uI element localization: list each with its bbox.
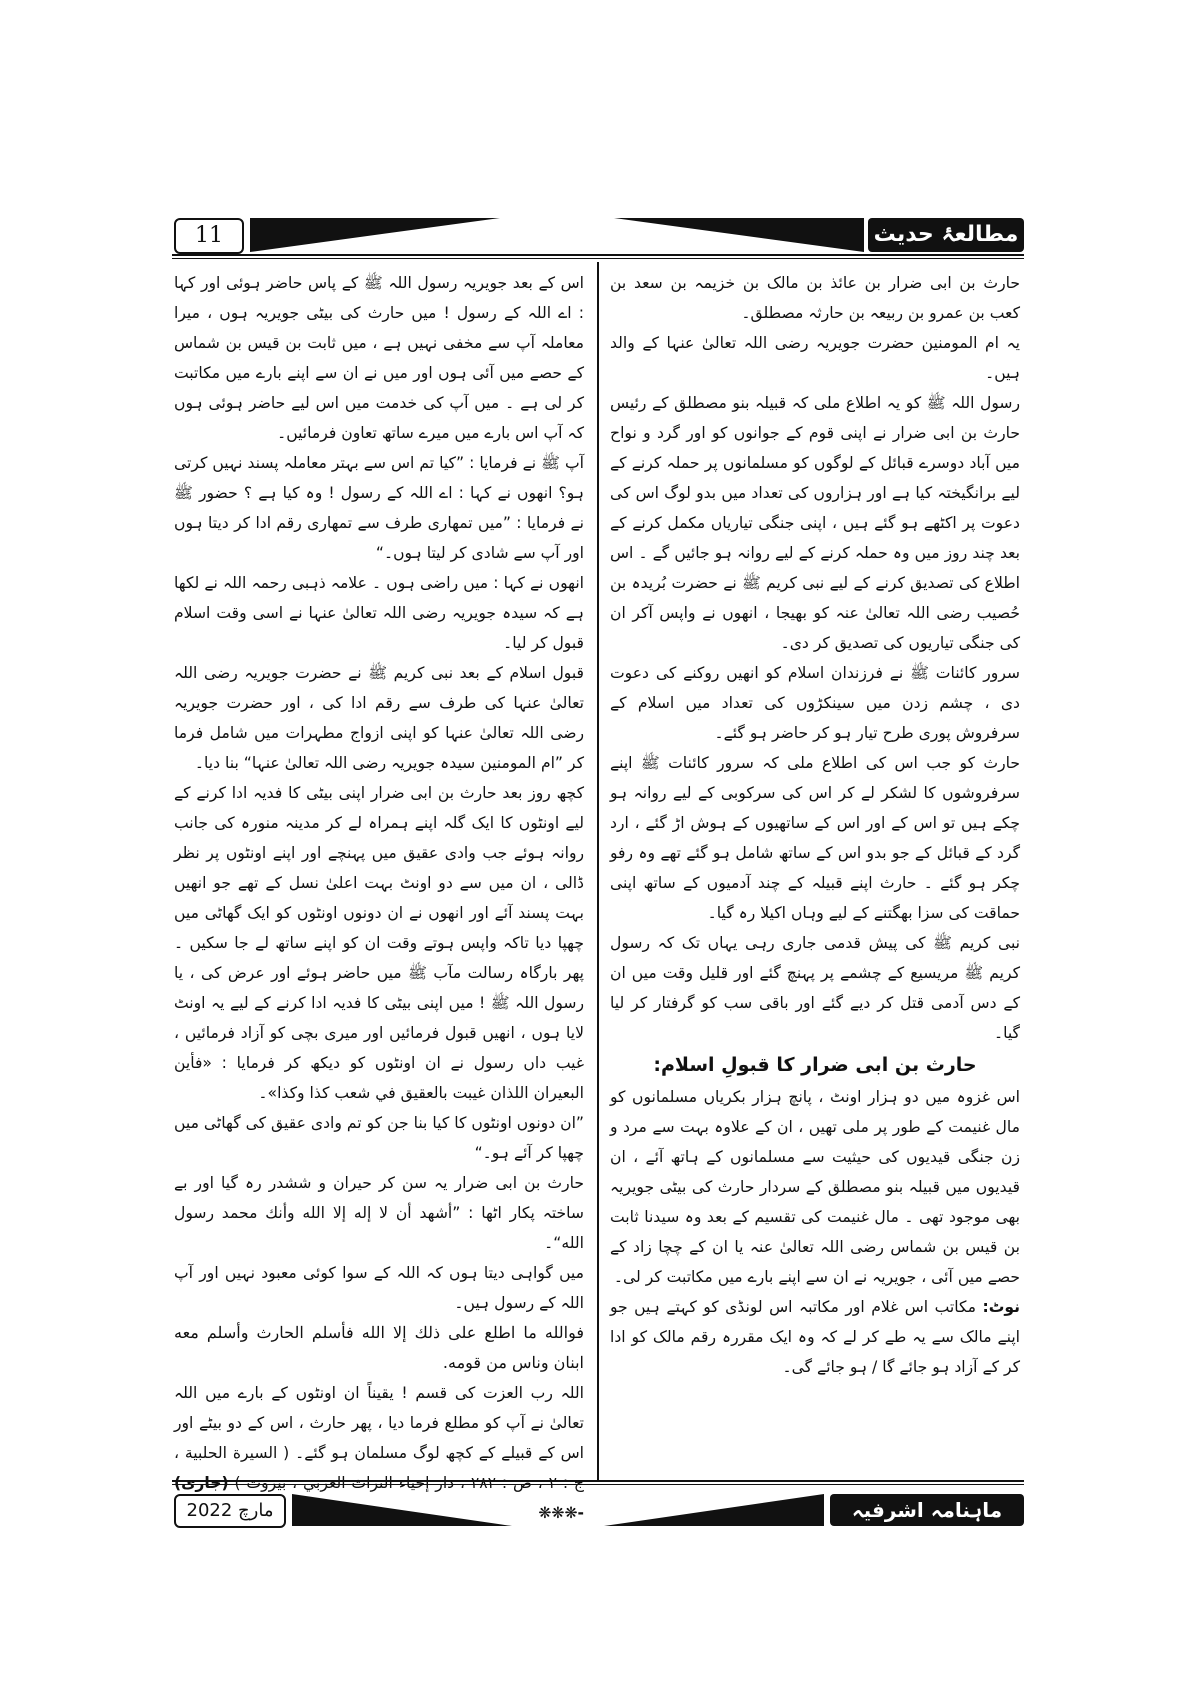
paragraph: حارث بن ابی ضرار بن عائذ بن مالک بن خزیمہ بن سعد بن کعب بن عمرو بن ربیعہ بن حارثہ مصطلق۔ <box>610 274 1020 322</box>
paragraph: میں گواہی دیتا ہوں کہ اللہ کے سوا کوئی معبود نہیں اور آپ اللہ کے رسول ہیں۔ <box>174 1264 584 1312</box>
magazine-title: ماہنامہ اشرفیہ <box>830 1494 1024 1526</box>
footer-rule-thin <box>172 1484 1024 1485</box>
header-ornament-left <box>250 218 500 252</box>
footer-rule <box>172 1480 1024 1482</box>
note-text: مکاتب اس غلام اور مکاتبہ اس لونڈی کو کہتے ہیں جو اپنے مالک سے یہ طے کر لے کہ وہ ایک مقررہ رقم مالک کو ادا کر کے آزاد ہو جائے گا / ہو جائے گی۔ <box>610 1298 1020 1376</box>
note-label: نوٹ: <box>982 1298 1020 1316</box>
page-header <box>172 218 1024 258</box>
footer-ornament-left <box>292 1494 512 1526</box>
paragraph: ”ان دونوں اونٹوں کا کیا بنا جن کو تم وادی عقیق کی گھاٹی میں چھپا کر آئے ہو۔“ <box>174 1114 584 1162</box>
right-column <box>610 268 1020 1382</box>
paragraph: نبی کریم ﷺ کی پیش قدمی جاری رہی یہاں تک کہ رسول کریم ﷺ مریسیع کے چشمے پر پہنچ گئے اور قلیل وقت میں ان کے دس آدمی قتل کر دیے گئے اور باقی سب کو گرفتار کر لیا گیا۔ <box>610 934 1020 1042</box>
header-ornament-right <box>614 218 864 252</box>
left-column <box>174 268 584 1528</box>
paragraph: حارث کو جب اس کی اطلاع ملی کہ سرور کائنات ﷺ اپنے سرفروشوں کا لشکر لے کر اس کی سرکوبی کے لیے روانہ ہو چکے ہیں تو اس کے اور اس کے ساتھیوں کے ہوش اڑ گئے ، ارد گرد کے قبائل کے جو بدو اس کے ساتھ شامل ہو گئے تھے وہ رفو چکر ہو گئے ۔ حارث اپنے قبیلہ کے چند آدمیوں کے ساتھ اپنی حماقت کی سزا بھگتنے کے لیے وہاں اکیلا رہ گیا۔ <box>610 754 1020 922</box>
footer-ornament-right <box>604 1494 824 1526</box>
issue-date: مارچ 2022 <box>174 1494 286 1528</box>
paragraph: سرور کائنات ﷺ نے فرزندان اسلام کو انھیں روکنے کی دعوت دی ، چشم زدن میں سینکڑوں کی تعداد میں اسلام کے سرفروش پوری طرح تیار ہو کر حاضر ہو گئے۔ <box>610 664 1020 742</box>
paragraph: انھوں نے کہا : میں راضی ہوں ۔ علامہ ذہبی رحمہ اللہ نے لکھا ہے کہ سیدہ جویریہ رضی اللہ تعالیٰ عنہا نے اسی وقت اسلام قبول کر لیا۔ <box>174 574 584 652</box>
header-rule-thin <box>172 258 1024 259</box>
paragraph: یہ ام المومنین حضرت جویریہ رضی اللہ تعالیٰ عنہا کے والد ہیں۔ <box>610 334 1020 382</box>
column-divider <box>597 262 599 1482</box>
paragraph: قبول اسلام کے بعد نبی کریم ﷺ نے حضرت جویریہ رضی اللہ تعالیٰ عنہا کی طرف سے رقم ادا کی ، اور حضرت جویریہ رضی اللہ تعالیٰ عنہا کو اپنی ازواج مطہرات میں شامل فرما کر ”ام المومنین سیدہ جویریہ رضی اللہ تعالیٰ عنہا“ بنا دیا۔ <box>174 664 584 772</box>
section-title: مطالعۂ حدیث <box>868 218 1024 252</box>
paragraph: اس کے بعد جویریہ رسول اللہ ﷺ کے پاس حاضر ہوئی اور کہا : اے اللہ کے رسول ! میں حارث کی بیٹی جویریہ ہوں ، میرا معاملہ آپ سے مخفی نہیں ہے ، میں ثابت بن قیس بن شماس کے حصے میں آئی ہوں اور میں نے ان سے اپنے بارے میں مکاتبت کر لی ہے ۔ میں آپ کی خدمت میں اس لیے حاضر ہوئی ہوں کہ آپ اس بارے میں میرے ساتھ تعاون فرمائیں۔ <box>174 274 584 442</box>
continued-marker: (جاری) -❋❋❋ <box>174 1474 584 1522</box>
page-number: 11 <box>174 218 244 254</box>
paragraph: رسول اللہ ﷺ کو یہ اطلاع ملی کہ قبیلہ بنو مصطلق کے رئیس حارث بن ابی ضرار نے اپنی قوم کے جوانوں کو اور گرد و نواح میں آباد دوسرے قبائل کے لوگوں کو مسلمانوں پر حملہ کرنے کے لیے برانگیختہ کیا ہے اور ہزاروں کی تعداد میں بدو لوگ اس کی دعوت پر اکٹھے ہو گئے ہیں ، اپنی جنگی تیاریاں مکمل کرنے کے بعد چند روز میں وہ حملہ کرنے کے لیے روانہ ہو جائیں گے ۔ اس اطلاع کی تصدیق کرنے کے لیے نبی کریم ﷺ نے حضرت بُریدہ بن حُصیب رضی اللہ تعالیٰ عنہ کو بھیجا ، انھوں نے واپس آکر ان کی جنگی تیاریوں کی تصدیق کر دی۔ <box>610 394 1020 652</box>
paragraph: آپ ﷺ نے فرمایا : ”کیا تم اس سے بہتر معاملہ پسند نہیں کرتی ہو؟ انھوں نے کہا : اے اللہ کے رسول ! وہ کیا ہے ؟ حضور ﷺ نے فرمایا : ”میں تمھاری طرف سے تمھاری رقم ادا کر دیتا ہوں اور آپ سے شادی کر لیتا ہوں۔“ <box>174 454 584 562</box>
paragraph: کچھ روز بعد حارث بن ابی ضرار اپنی بیٹی کا فدیہ ادا کرنے کے لیے اونٹوں کا ایک گلہ اپنے ہمراہ لے کر مدینہ منورہ کی جانب روانہ ہوئے جب وادی عقیق میں پہنچے اور اپنے اونٹوں پر نظر ڈالی ، ان میں سے دو اونٹ بہت اعلیٰ نسل کے تھے جو انھیں بہت پسند آئے اور انھوں نے ان دونوں اونٹوں کو ایک گھاٹی میں چھپا دیا تاکہ واپس ہوتے وقت ان کو اپنے ساتھ لے جا سکیں ۔ پھر بارگاہ رسالت مآب ﷺ میں حاضر ہوئے اور عرض کی ، یا رسول اللہ ﷺ ! میں اپنی بیٹی کا فدیہ ادا کرنے کے لیے یہ اونٹ لایا ہوں ، انھیں قبول فرمائیں اور میری بچی کو آزاد فرمائیں ، غیب داں رسول نے ان اونٹوں کو دیکھ کر فرمایا : «فأين البعيران اللذان غيبت بالعقيق في شعب كذا وكذا»۔ <box>174 784 584 1102</box>
page-footer <box>172 1480 1024 1530</box>
note <box>610 1292 1020 1382</box>
section-heading: حارث بن ابی ضرار کا قبولِ اسلام: <box>653 1054 977 1076</box>
closing-text: اللہ رب العزت کی قسم ! یقیناً ان اونٹوں کے بارے میں اللہ تعالیٰ نے آپ کو مطلع فرما دیا ، پھر حارث ، اس کے دو بیٹے اور اس کے قبیلے کے کچھ لوگ مسلمان ہو گئے۔ ( السيرة الحلبية ، ج : ٢ ، ص : ٢٨٢ ، دار إحياء التراث العربي ، بيروت ) <box>174 1384 584 1492</box>
paragraph: حارث بن ابی ضرار یہ سن کر حیران و ششدر رہ گیا اور بے ساختہ پکار اٹھا : ”أشهد أن لا إله إلا الله وأنك محمد رسول الله“۔ <box>174 1174 584 1252</box>
paragraph: اس غزوہ میں دو ہزار اونٹ ، پانچ ہزار بکریاں مسلمانوں کو مال غنیمت کے طور پر ملی تھیں ، ان کے علاوہ بہت سے مرد و زن جنگی قیدیوں کی حیثیت سے مسلمانوں کے ہاتھ آئے ، ان قیدیوں میں قبیلہ بنو مصطلق کے سردار حارث کی بیٹی جویریہ بھی موجود تھی ۔ مال غنیمت کی تقسیم کے بعد وہ سیدنا ثابت بن قیس بن شماس رضی اللہ تعالیٰ عنہ یا ان کے چچا زاد کے حصے میں آئی ، جویریہ نے ان سے اپنے بارے میں مکاتبت کر لی۔ <box>610 1088 1020 1286</box>
arabic-quote: فوالله ما اطلع على ذلك إلا الله فأسلم الحارث وأسلم معه ابنان وناس من قومه. <box>174 1323 584 1372</box>
header-rule <box>172 254 1024 256</box>
